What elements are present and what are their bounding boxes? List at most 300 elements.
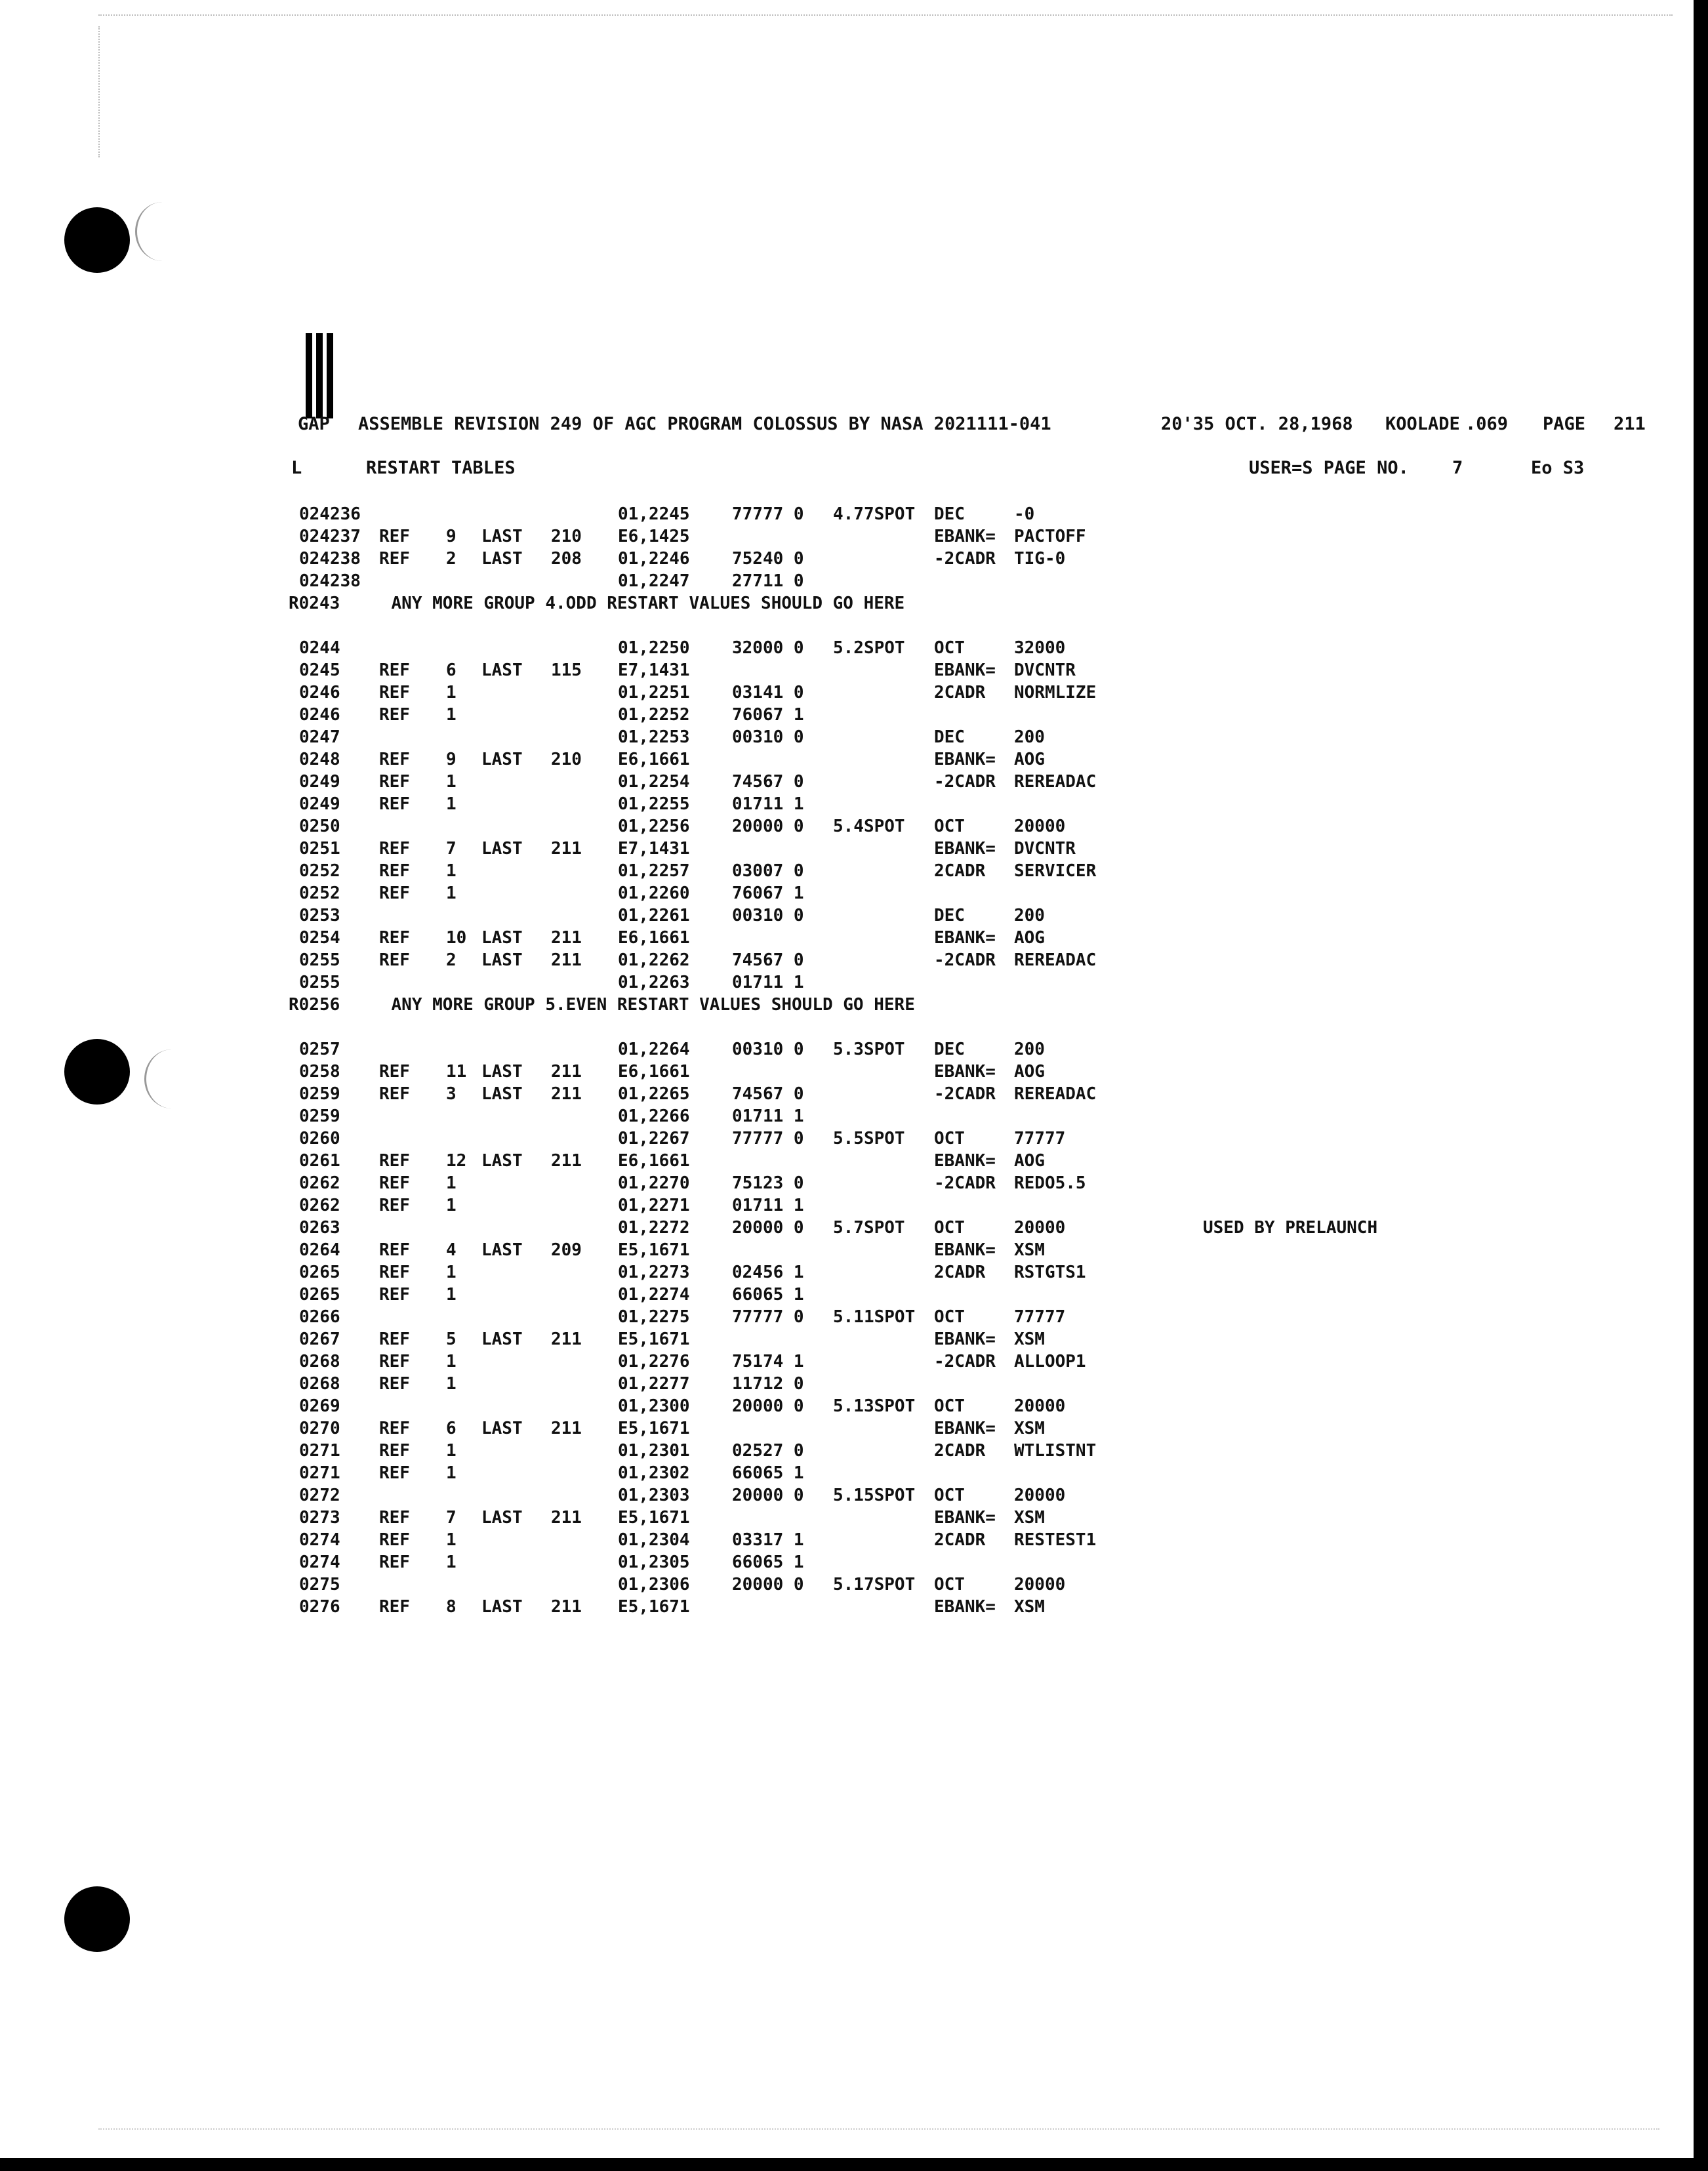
listing-refno: 1 (446, 1263, 457, 1282)
listing-addr: 01,2303 (618, 1486, 690, 1505)
listing-addr: 01,2271 (618, 1196, 690, 1215)
listing-operand: -0 (1014, 504, 1035, 524)
listing-op: OCT (934, 1575, 965, 1594)
listing-num: 0253 (299, 906, 340, 925)
listing-num: 0259 (299, 1084, 340, 1104)
listing-addr: 01,2277 (618, 1374, 690, 1394)
listing-ref: REF (379, 1463, 410, 1483)
listing-addr: E7,1431 (618, 660, 690, 680)
listing-code: 74567 0 (732, 772, 804, 792)
listing-operand: 77777 (1014, 1129, 1066, 1148)
listing-num: 0255 (299, 950, 340, 970)
listing-op: DEC (934, 1040, 965, 1059)
listing-code: 66065 1 (732, 1463, 804, 1483)
listing-lastno: 210 (551, 750, 582, 769)
listing-addr: 01,2273 (618, 1263, 690, 1282)
listing-row (0, 1105, 1692, 1127)
listing-addr: 01,2270 (618, 1173, 690, 1193)
listing-op: -2CADR (934, 549, 996, 569)
listing-loc: 5.13SPOT (833, 1396, 916, 1416)
listing-num: 024238 (299, 549, 361, 569)
listing-note: USED BY PRELAUNCH (1203, 1218, 1378, 1238)
listing-operand: REREADAC (1014, 950, 1097, 970)
listing-ref: REF (379, 750, 410, 769)
listing-row (0, 1150, 1692, 1172)
listing-refno: 9 (446, 750, 457, 769)
listing-op: 2CADR (934, 1530, 986, 1550)
listing-row (0, 838, 1692, 860)
listing-num: 0266 (299, 1307, 340, 1327)
header-user: KOOLADE (1385, 414, 1460, 434)
listing-num: 0272 (299, 1486, 340, 1505)
listing-operand: XSM (1014, 1419, 1045, 1438)
listing-row (0, 681, 1692, 704)
listing-num: 0252 (299, 883, 340, 903)
listing-loc: 5.4SPOT (833, 817, 905, 836)
listing-ref: REF (379, 839, 410, 859)
listing-op: -2CADR (934, 1084, 996, 1104)
listing-row (0, 815, 1692, 838)
listing-operand: 200 (1014, 727, 1045, 747)
listing-row (0, 927, 1692, 949)
listing-op: EBANK= (934, 1329, 996, 1349)
listing-last: LAST (481, 928, 523, 948)
listing-ref: REF (379, 1441, 410, 1461)
listing-ref: REF (379, 1173, 410, 1193)
listing-num: 0267 (299, 1329, 340, 1349)
listing-refno: 1 (446, 705, 457, 725)
listing-lastno: 211 (551, 928, 582, 948)
listing-code: 20000 0 (732, 1486, 804, 1505)
listing-row (0, 1127, 1692, 1150)
listing-operand: REDO5.5 (1014, 1173, 1086, 1193)
listing-addr: 01,2260 (618, 883, 690, 903)
listing-last: LAST (481, 1508, 523, 1528)
listing-addr: E7,1431 (618, 839, 690, 859)
listing-operand: XSM (1014, 1597, 1045, 1617)
listing-operand: XSM (1014, 1329, 1045, 1349)
listing-code: 32000 0 (732, 638, 804, 658)
listing-addr: 01,2301 (618, 1441, 690, 1461)
listing-op: -2CADR (934, 1352, 996, 1371)
listing-code: 02527 0 (732, 1441, 804, 1461)
listing-refno: 6 (446, 660, 457, 680)
listing-ref: REF (379, 1263, 410, 1282)
listing-last: LAST (481, 950, 523, 970)
scan-border-right (1694, 0, 1708, 2171)
listing-last: LAST (481, 1062, 523, 1082)
listing-num: 0248 (299, 750, 340, 769)
listing-operand: PACTOFF (1014, 527, 1086, 546)
listing-addr: 01,2300 (618, 1396, 690, 1416)
section-letter: L (291, 458, 302, 478)
listing-num: 024238 (299, 571, 361, 591)
listing-loc: 5.7SPOT (833, 1218, 905, 1238)
listing-lastno: 211 (551, 950, 582, 970)
listing-addr: 01,2304 (618, 1530, 690, 1550)
listing-ref: REF (379, 772, 410, 792)
listing-ref: REF (379, 950, 410, 970)
listing-num: 0274 (299, 1530, 340, 1550)
listing-row (0, 704, 1692, 726)
listing-addr: E6,1425 (618, 527, 690, 546)
listing-row (0, 1417, 1692, 1440)
listing-operand: XSM (1014, 1240, 1045, 1260)
listing-op: OCT (934, 1218, 965, 1238)
listing-addr: 01,2252 (618, 705, 690, 725)
listing-num: 0261 (299, 1151, 340, 1171)
listing-num: 0264 (299, 1240, 340, 1260)
listing-lastno: 211 (551, 1151, 582, 1171)
listing-row (0, 904, 1692, 927)
listing-num: 0275 (299, 1575, 340, 1594)
listing-row (0, 1573, 1692, 1596)
listing-refno: 8 (446, 1597, 457, 1617)
listing-num: 0251 (299, 839, 340, 859)
listing-op: 2CADR (934, 1263, 986, 1282)
listing-lastno: 208 (551, 549, 582, 569)
listing-row (0, 1261, 1692, 1284)
listing-code: 01711 1 (732, 973, 804, 992)
listing-ref: REF (379, 1352, 410, 1371)
listing-row (0, 748, 1692, 771)
listing-refno: 1 (446, 861, 457, 881)
listing-op: -2CADR (934, 1173, 996, 1193)
listing-refno: 4 (446, 1240, 457, 1260)
listing-code: 02456 1 (732, 1263, 804, 1282)
listing-row (0, 793, 1692, 815)
listing-refno: 1 (446, 1173, 457, 1193)
listing-refno: 3 (446, 1084, 457, 1104)
listing-refno: 10 (446, 928, 467, 948)
listing-ref: REF (379, 1552, 410, 1572)
listing-addr: 01,2254 (618, 772, 690, 792)
eo-code: Eo S3 (1531, 458, 1585, 478)
listing-ref: REF (379, 1597, 410, 1617)
listing-num: 0268 (299, 1374, 340, 1394)
listing-refno: 7 (446, 839, 457, 859)
listing-num: 0274 (299, 1552, 340, 1572)
listing-code: 77777 0 (732, 504, 804, 524)
listing-row (0, 949, 1692, 971)
header-assemble-line: ASSEMBLE REVISION 249 OF AGC PROGRAM COLOSSUS BY NASA 2021111-041 (358, 414, 1051, 434)
listing-addr: 01,2246 (618, 549, 690, 569)
listing-addr: 01,2251 (618, 683, 690, 702)
listing-operand: ALLOOP1 (1014, 1352, 1086, 1371)
listing-addr: 01,2255 (618, 794, 690, 814)
listing-row (0, 525, 1692, 548)
listing-num: 0249 (299, 794, 340, 814)
listing-op: OCT (934, 817, 965, 836)
listing-ref: REF (379, 705, 410, 725)
listing-last: LAST (481, 839, 523, 859)
listing-row (0, 1507, 1692, 1529)
listing-addr: 01,2302 (618, 1463, 690, 1483)
listing-refno: 5 (446, 1329, 457, 1349)
listing-operand: 77777 (1014, 1307, 1066, 1327)
listing-code: 75123 0 (732, 1173, 804, 1193)
listing-lastno: 211 (551, 1062, 582, 1082)
listing-row (0, 726, 1692, 748)
listing-refno: 1 (446, 683, 457, 702)
listing-op: OCT (934, 1396, 965, 1416)
listing-addr: E5,1671 (618, 1508, 690, 1528)
listing-num: 0252 (299, 861, 340, 881)
listing-last: LAST (481, 1597, 523, 1617)
listing-num: 0265 (299, 1263, 340, 1282)
listing-code: 00310 0 (732, 906, 804, 925)
listing-refno: 7 (446, 1508, 457, 1528)
listing-operand: WTLISTNT (1014, 1441, 1097, 1461)
listing-row (0, 1306, 1692, 1328)
listing-loc: 5.5SPOT (833, 1129, 905, 1148)
listing-ref: REF (379, 660, 410, 680)
header-tag: GAP (298, 414, 330, 434)
listing-op: EBANK= (934, 750, 996, 769)
listing-num: 0258 (299, 1062, 340, 1082)
listing-num: 0268 (299, 1352, 340, 1371)
listing-last: LAST (481, 660, 523, 680)
listing-num: 0250 (299, 817, 340, 836)
listing-lastno: 211 (551, 839, 582, 859)
listing-lastno: 115 (551, 660, 582, 680)
listing-num: 0270 (299, 1419, 340, 1438)
listing-num: 0273 (299, 1508, 340, 1528)
listing-row (0, 503, 1692, 525)
listing-code: 03317 1 (732, 1530, 804, 1550)
header-page-label: PAGE (1543, 414, 1586, 434)
listing-ref: REF (379, 1419, 410, 1438)
listing-operand: NORMLIZE (1014, 683, 1097, 702)
listing-lastno: 211 (551, 1419, 582, 1438)
listing-operand: RESTEST1 (1014, 1530, 1097, 1550)
listing-addr: 01,2253 (618, 727, 690, 747)
listing-last: LAST (481, 1329, 523, 1349)
listing-num: 0262 (299, 1196, 340, 1215)
listing-num: 0246 (299, 705, 340, 725)
listing-code: 01711 1 (732, 1106, 804, 1126)
listing-op: EBANK= (934, 660, 996, 680)
listing-op: EBANK= (934, 1062, 996, 1082)
listing-addr: E6,1661 (618, 1062, 690, 1082)
listing-op: EBANK= (934, 1508, 996, 1528)
listing-operand: AOG (1014, 1151, 1045, 1171)
listing-row (0, 971, 1692, 994)
listing-op: -2CADR (934, 950, 996, 970)
listing-addr: 01,2275 (618, 1307, 690, 1327)
listing-num: 0263 (299, 1218, 340, 1238)
listing-row (0, 1484, 1692, 1507)
listing-row (0, 1217, 1692, 1239)
listing-num: 0271 (299, 1441, 340, 1461)
listing-num: 024236 (299, 504, 361, 524)
listing-num: 0259 (299, 1106, 340, 1126)
listing-loc: 5.15SPOT (833, 1486, 916, 1505)
listing-operand: REREADAC (1014, 1084, 1097, 1104)
listing-addr: 01,2262 (618, 950, 690, 970)
listing-refno: 1 (446, 1285, 457, 1305)
listing-op: 2CADR (934, 683, 986, 702)
listing-row (0, 1172, 1692, 1194)
listing-operand: AOG (1014, 750, 1045, 769)
listing-num: 0254 (299, 928, 340, 948)
listing-num: 0262 (299, 1173, 340, 1193)
listing-num: 0246 (299, 683, 340, 702)
listing-num: 0260 (299, 1129, 340, 1148)
listing-ref: REF (379, 1151, 410, 1171)
listing-lastno: 211 (551, 1508, 582, 1528)
listing-addr: 01,2264 (618, 1040, 690, 1059)
listing-addr: 01,2266 (618, 1106, 690, 1126)
section-title: RESTART TABLES (366, 458, 516, 478)
listing-operand: 200 (1014, 906, 1045, 925)
listing-row (0, 1551, 1692, 1573)
listing-addr: 01,2274 (618, 1285, 690, 1305)
listing-ref: REF (379, 883, 410, 903)
listing-operand: RSTGTS1 (1014, 1263, 1086, 1282)
listing-refno: 2 (446, 549, 457, 569)
listing-row (0, 1061, 1692, 1083)
listing-code: 74567 0 (732, 950, 804, 970)
header-date: 20'35 OCT. 28,1968 (1161, 414, 1353, 434)
listing-op: EBANK= (934, 527, 996, 546)
user-page-label: USER=S PAGE NO. (1249, 458, 1409, 478)
listing-operand: DVCNTR (1014, 660, 1076, 680)
listing-row (0, 1194, 1692, 1217)
listing-code: 11712 0 (732, 1374, 804, 1394)
listing-op: OCT (934, 1129, 965, 1148)
listing-last: LAST (481, 1240, 523, 1260)
listing-operand: 20000 (1014, 1396, 1066, 1416)
listing-row (0, 1440, 1692, 1462)
listing-lastno: 210 (551, 527, 582, 546)
listing-ref: REF (379, 549, 410, 569)
scan-border-bottom (0, 2158, 1708, 2171)
listing-row (0, 771, 1692, 793)
listing-addr: 01,2267 (618, 1129, 690, 1148)
listing-code: 03141 0 (732, 683, 804, 702)
listing-ref: REF (379, 861, 410, 881)
listing-row (0, 1395, 1692, 1417)
listing-num: 0249 (299, 772, 340, 792)
listing-row (0, 860, 1692, 882)
listing-row (0, 659, 1692, 681)
listing-addr: E6,1661 (618, 750, 690, 769)
listing-code: 75174 1 (732, 1352, 804, 1371)
listing-refno: 1 (446, 772, 457, 792)
listing-last: LAST (481, 1151, 523, 1171)
listing-operand: XSM (1014, 1508, 1045, 1528)
listing-code: 66065 1 (732, 1285, 804, 1305)
listing-refno: 6 (446, 1419, 457, 1438)
listing-refno: 2 (446, 950, 457, 970)
listing-op: OCT (934, 1486, 965, 1505)
listing-ref: REF (379, 794, 410, 814)
listing-code: 76067 1 (732, 883, 804, 903)
listing-code: 27711 0 (732, 571, 804, 591)
listing-op: EBANK= (934, 1151, 996, 1171)
listing-operand: TIG-0 (1014, 549, 1066, 569)
listing-loc: 5.11SPOT (833, 1307, 916, 1327)
listing-ref: REF (379, 683, 410, 702)
listing-row (0, 570, 1692, 592)
listing-code: 66065 1 (732, 1552, 804, 1572)
listing-operand: 20000 (1014, 1218, 1066, 1238)
listing-num: 0245 (299, 660, 340, 680)
listing-addr: E5,1671 (618, 1419, 690, 1438)
listing-code: 77777 0 (732, 1129, 804, 1148)
listing-num: 0269 (299, 1396, 340, 1416)
listing-refno: 1 (446, 1352, 457, 1371)
listing-op: OCT (934, 1307, 965, 1327)
listing-code: 77777 0 (732, 1307, 804, 1327)
listing-code: 20000 0 (732, 1218, 804, 1238)
listing-op: DEC (934, 504, 965, 524)
listing-row (0, 1373, 1692, 1395)
listing-operand: REREADAC (1014, 772, 1097, 792)
listing-op: EBANK= (934, 839, 996, 859)
listing-code: 00310 0 (732, 727, 804, 747)
listing-num: 0244 (299, 638, 340, 658)
listing-operand: 20000 (1014, 1575, 1066, 1594)
listing-refno: 1 (446, 1552, 457, 1572)
listing-last: LAST (481, 1419, 523, 1438)
listing-addr: E5,1671 (618, 1329, 690, 1349)
listing-comment: R0256 ANY MORE GROUP 5.EVEN RESTART VALUES SHOULD GO HERE (289, 995, 915, 1015)
listing-row (0, 1239, 1692, 1261)
listing-operand: 20000 (1014, 817, 1066, 836)
listing-row (0, 1328, 1692, 1350)
listing-ref: REF (379, 1240, 410, 1260)
listing-addr: 01,2306 (618, 1575, 690, 1594)
listing-ref: REF (379, 527, 410, 546)
listing-refno: 1 (446, 1530, 457, 1550)
listing-last: LAST (481, 549, 523, 569)
listing-operand: 32000 (1014, 638, 1066, 658)
listing-ref: REF (379, 1329, 410, 1349)
listing-addr: 01,2247 (618, 571, 690, 591)
listing-refno: 1 (446, 883, 457, 903)
listing-addr: E6,1661 (618, 928, 690, 948)
listing-row (0, 1284, 1692, 1306)
listing-op: DEC (934, 906, 965, 925)
listing-ref: REF (379, 1374, 410, 1394)
listing-op: EBANK= (934, 1419, 996, 1438)
listing-refno: 1 (446, 1374, 457, 1394)
listing-lastno: 211 (551, 1329, 582, 1349)
listing-code: 75240 0 (732, 549, 804, 569)
listing-refno: 11 (446, 1062, 467, 1082)
listing-addr: 01,2245 (618, 504, 690, 524)
listing-addr: 01,2261 (618, 906, 690, 925)
listing-op: EBANK= (934, 928, 996, 948)
listing-loc: 4.77SPOT (833, 504, 916, 524)
listing-lastno: 209 (551, 1240, 582, 1260)
listing-addr: 01,2257 (618, 861, 690, 881)
listing-op: EBANK= (934, 1597, 996, 1617)
listing-code: 20000 0 (732, 1575, 804, 1594)
listing-row (0, 1350, 1692, 1373)
listing-num: 0255 (299, 973, 340, 992)
listing-code: 00310 0 (732, 1040, 804, 1059)
listing-op: OCT (934, 638, 965, 658)
listing-addr: 01,2263 (618, 973, 690, 992)
listing-ref: REF (379, 1508, 410, 1528)
listing-loc: 5.3SPOT (833, 1040, 905, 1059)
listing-ref: REF (379, 1285, 410, 1305)
listing-operand: SERVICER (1014, 861, 1097, 881)
listing-addr: 01,2305 (618, 1552, 690, 1572)
